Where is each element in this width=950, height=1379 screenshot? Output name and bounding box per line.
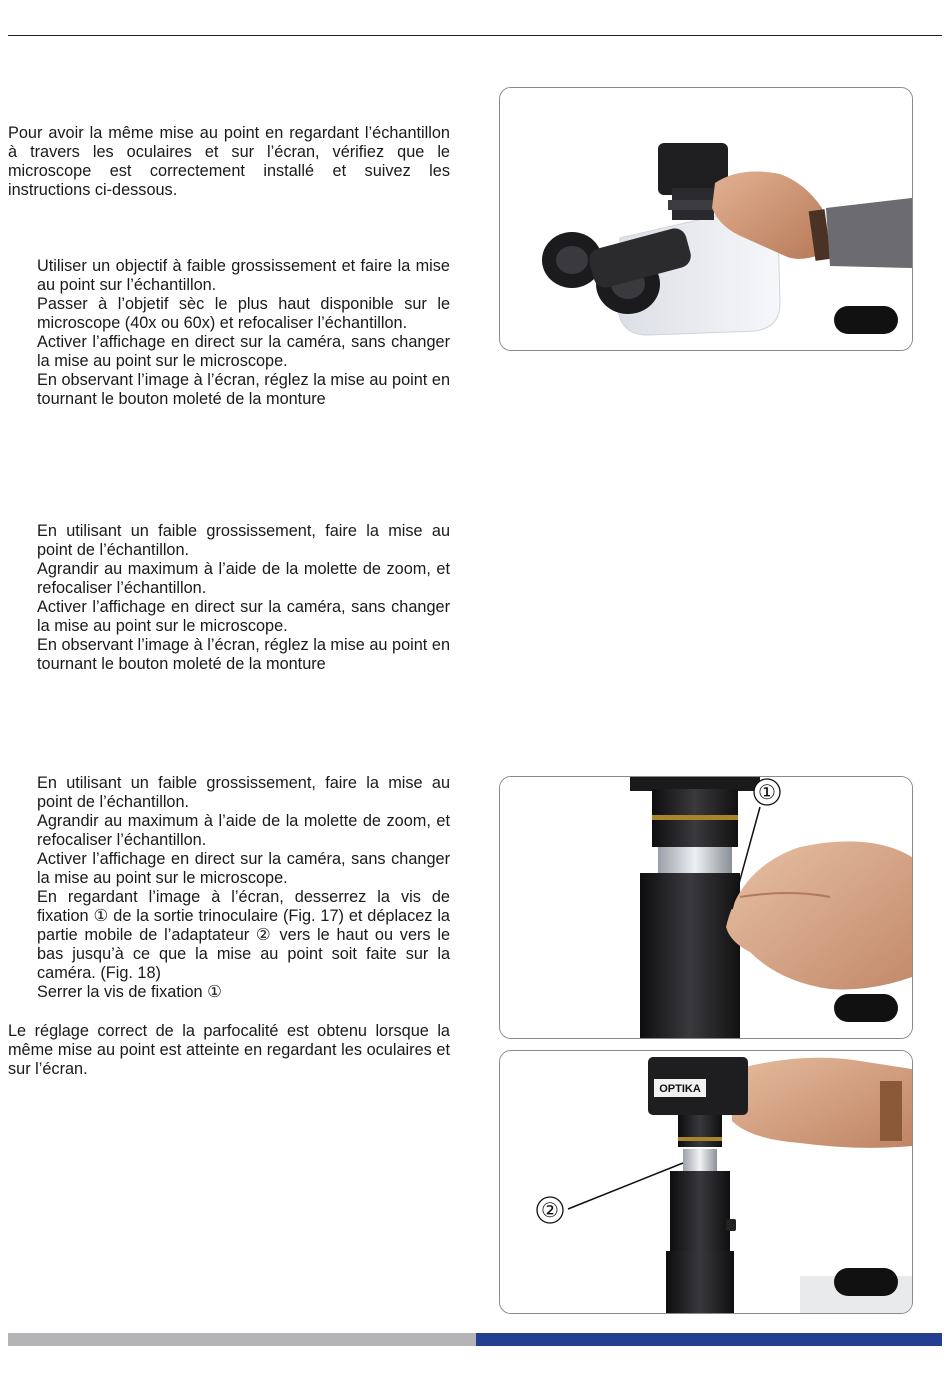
s3-step-1: En utilisant un faible grossissement, faire la mise au point de l’échantillon. [37,774,450,811]
s3-step-4: En regardant l’image à l’écran, desserrez la vis de fixation ① de la sortie trinoculaire (Fig. 17) et déplacez la partie mobile de l’adaptateur ② vers le haut ou vers le bas jusqu’à ce que la mise au point soit faite sur la caméra. (Fig. 18) [37,888,450,982]
conclusion-paragraph: Le réglage correct de la parfocalité est obtenu lorsque la même mise au point est atteinte en regardant les oculaires et sur l’écran. [8,1022,450,1078]
adapter-screw-illustration [500,777,912,1038]
camera-adapter-illustration [500,1051,912,1313]
microscope-camera-illustration [500,88,912,350]
footer-grey-bar [8,1333,476,1346]
s3-step-2: Agrandir au maximum à l’aide de la molette de zoom, et refocaliser l’échantillon. [37,812,450,849]
s1-step-2: Passer à l’objetif sèc le plus haut disponible sur le microscope (40x ou 60x) et refocaliser l’échantillon. [37,295,450,332]
header-rule [8,35,942,36]
s1-step-1: Utiliser un objectif à faible grossissement et faire la mise au point sur l’échantillon. [37,257,450,294]
figure-camera-adapter [499,1050,913,1314]
intro-paragraph: Pour avoir la même mise au point en regardant l’échantillon à travers les oculaires et sur l’écran, vérifiez que le microscope est correctement installé et suivez les instructions ci-dessous. [8,124,450,199]
section2-steps [8,522,450,674]
s3-step-3: Activer l’affichage en direct sur la caméra, sans changer la mise au point sur le microscope. [37,850,450,887]
s1-step-3: Activer l’affichage en direct sur la caméra, sans changer la mise au point sur le microscope. [37,333,450,370]
callout-1-label: ① [758,782,776,804]
figure-adapter-screw [499,776,913,1039]
conclusion-text [8,1022,450,1079]
camera-brand-label: OPTIKA [659,1083,701,1095]
s1-step-4: En observant l’image à l’écran, réglez la mise au point en tournant le bouton moleté de la monture [37,371,450,408]
s2-step-3: Activer l’affichage en direct sur la caméra, sans changer la mise au point sur le microscope. [37,598,450,635]
section3-steps [8,774,450,1002]
callout-2-label: ② [541,1200,559,1222]
footer-blue-bar [476,1333,942,1346]
s3-step-5: Serrer la vis de fixation ① [37,983,222,1001]
section1-steps [8,257,450,409]
s2-step-2: Agrandir au maximum à l’aide de la molette de zoom, et refocaliser l’échantillon. [37,560,450,597]
s2-step-4: En observant l’image à l’écran, réglez la mise au point en tournant le bouton moleté de la monture [37,636,450,673]
intro-text [8,124,450,200]
figure-microscope-camera [499,87,913,351]
s2-step-1: En utilisant un faible grossissement, faire la mise au point de l’échantillon. [37,522,450,559]
